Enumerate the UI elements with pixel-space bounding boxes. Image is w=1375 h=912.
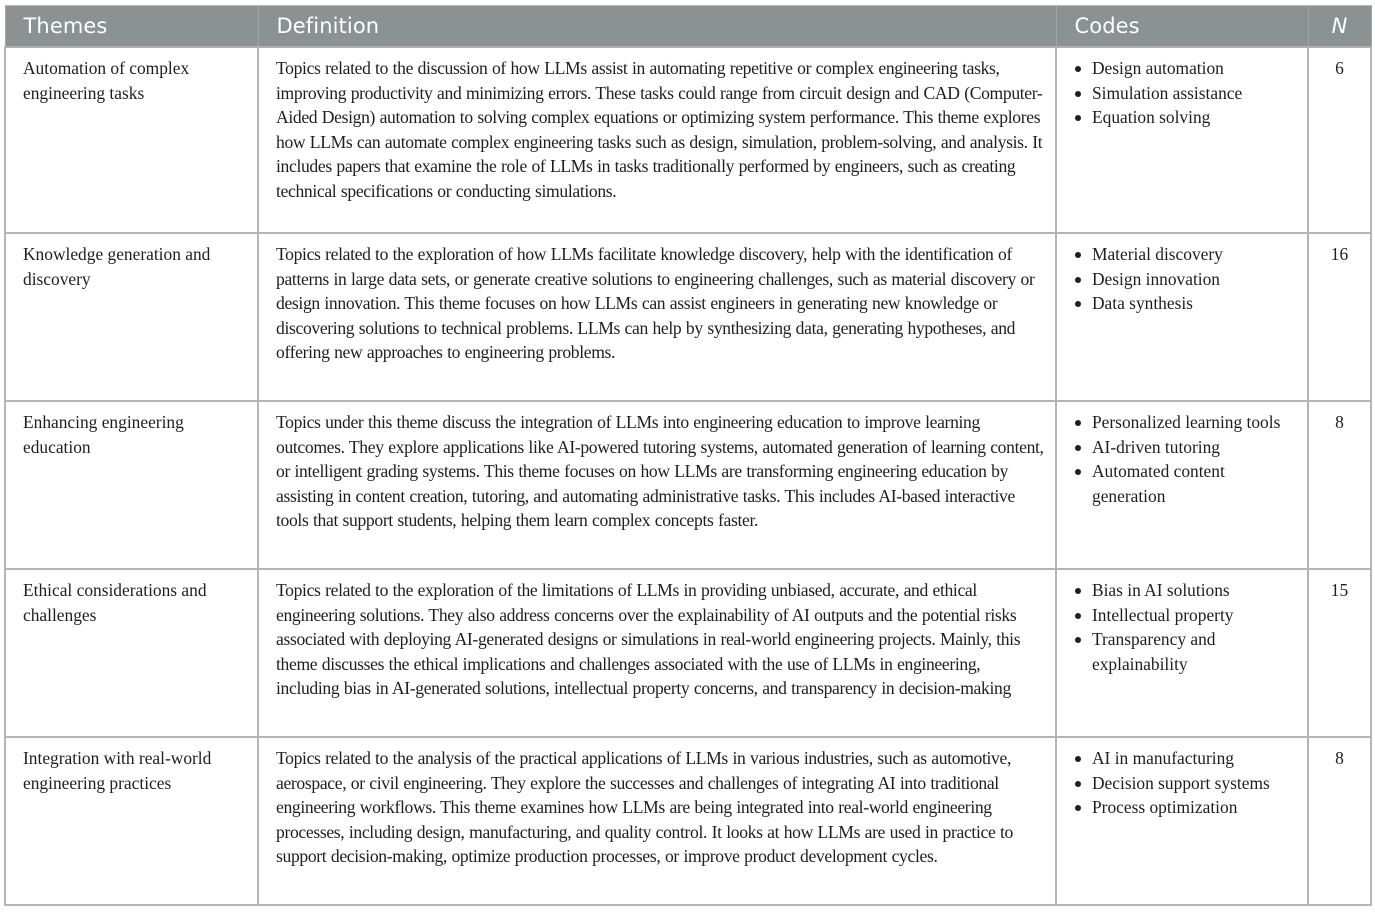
codes-list [1074, 242, 1297, 316]
code-item [1074, 291, 1297, 316]
header-definition: Definition [258, 6, 1056, 48]
code-label: Design innovation [1092, 268, 1221, 289]
bullet-icon [1075, 445, 1081, 451]
header-codes: Codes [1056, 6, 1308, 48]
codes-list [1074, 578, 1297, 676]
themes-table [4, 5, 1372, 906]
code-item [1074, 105, 1297, 130]
code-item [1074, 56, 1297, 81]
code-label: Material discovery [1092, 244, 1223, 264]
table-row [5, 737, 1371, 905]
bullet-icon [1075, 420, 1081, 426]
table-row [5, 233, 1371, 401]
code-item [1074, 627, 1297, 676]
code-label: Personalized learning tools [1092, 412, 1281, 432]
table-header [5, 6, 1371, 48]
code-item [1074, 795, 1297, 820]
codes-list [1074, 410, 1297, 508]
bullet-icon [1075, 805, 1081, 811]
theme-cell: Ethical considerations and challenges [5, 569, 258, 737]
code-label: Equation solving [1092, 107, 1211, 128]
bullet-icon [1075, 756, 1081, 762]
table-row [5, 47, 1371, 233]
code-label: Automated content generation [1092, 461, 1225, 506]
n-cell: 8 [1308, 401, 1371, 569]
code-label: AI-driven tutoring [1092, 436, 1220, 457]
header-themes: Themes [5, 6, 258, 48]
bullet-icon [1075, 613, 1081, 619]
n-cell: 15 [1308, 569, 1371, 737]
codes-cell [1056, 47, 1308, 233]
codes-cell [1056, 233, 1308, 401]
bullet-icon [1075, 588, 1081, 594]
header-row [5, 6, 1371, 48]
code-label: Data synthesis [1092, 293, 1193, 314]
bullet-icon [1075, 115, 1081, 121]
header-n: N [1308, 6, 1371, 48]
code-item [1074, 435, 1297, 460]
code-item [1074, 81, 1297, 106]
code-item [1074, 746, 1297, 771]
definition-cell: Topics related to the exploration of the limitations of LLMs in providing unbiased, accurate, and ethical engineering solutions. They also address concerns over the explainability of AI outputs and the potential risks associated with deploying AI-generated designs or simulations in real-world engineering projects. Mainly, this theme discusses the ethical implications and challenges associated with the use of LLMs in engineering, including bias in AI-generated solutions, intellectual property concerns, and transparency in decision-making [258, 569, 1056, 737]
code-label: Decision support systems [1092, 772, 1270, 793]
code-item [1074, 410, 1297, 435]
table-row [5, 401, 1371, 569]
bullet-icon [1075, 91, 1081, 97]
code-label: Intellectual property [1092, 604, 1234, 625]
theme-cell: Knowledge generation and discovery [5, 233, 258, 401]
bullet-icon [1075, 277, 1081, 283]
code-item [1074, 771, 1297, 796]
code-label: Process optimization [1092, 797, 1238, 818]
bullet-icon [1075, 781, 1081, 787]
theme-cell: Integration with real-world engineering practices [5, 737, 258, 905]
definition-cell: Topics under this theme discuss the integration of LLMs into engineering education to improve learning outcomes. They explore applications like AI-powered tutoring systems, automated generation of learning content, or intelligent grading systems. This theme focuses on how LLMs are transforming engineering education by assisting in content creation, tutoring, and automating administrative tasks. This includes AI-based interactive tools that support students, helping them learn complex concepts faster. [258, 401, 1056, 569]
bullet-icon [1075, 637, 1081, 643]
definition-cell: Topics related to the exploration of how LLMs facilitate knowledge discovery, help with the identification of patterns in large data sets, or generate creative solutions to engineering challenges, such as material discovery or design innovation. This theme focuses on how LLMs can assist engineers in generating new knowledge or discovering solutions to technical problems. LLMs can help by synthesizing data, generating hypotheses, and offering new approaches to engineering problems. [258, 233, 1056, 401]
code-item [1074, 267, 1297, 292]
codes-cell [1056, 401, 1308, 569]
bullet-icon [1075, 252, 1081, 258]
code-label: Design automation [1092, 58, 1224, 78]
n-cell: 16 [1308, 233, 1371, 401]
codes-cell [1056, 737, 1308, 905]
definition-cell: Topics related to the discussion of how LLMs assist in automating repetitive or complex engineering tasks, improving productivity and minimizing errors. These tasks could range from circuit design and CAD (Computer-Aided Design) automation to solving complex equations or optimizing system performance. This theme explores how LLMs can automate complex engineering tasks such as design, simulation, problem-solving, and analysis. It includes papers that examine the role of LLMs in tasks traditionally performed by engineers, such as creating technical specifications or conducting simulations. [258, 47, 1056, 233]
bullet-icon [1075, 469, 1081, 475]
bullet-icon [1075, 301, 1081, 307]
codes-list [1074, 56, 1297, 130]
bullet-icon [1075, 66, 1081, 72]
n-cell: 8 [1308, 737, 1371, 905]
code-item [1074, 242, 1297, 267]
code-item [1074, 459, 1297, 508]
n-cell: 6 [1308, 47, 1371, 233]
theme-cell: Enhancing engineering education [5, 401, 258, 569]
code-label: Bias in AI solutions [1092, 580, 1230, 600]
theme-cell: Automation of complex engineering tasks [5, 47, 258, 233]
table-body [5, 47, 1371, 905]
code-item [1074, 578, 1297, 603]
codes-cell [1056, 569, 1308, 737]
codes-list [1074, 746, 1297, 820]
table-row [5, 569, 1371, 737]
code-label: AI in manufacturing [1092, 748, 1234, 768]
code-item [1074, 603, 1297, 628]
code-label: Transparency and explainability [1092, 629, 1216, 674]
code-label: Simulation assistance [1092, 82, 1243, 103]
definition-cell: Topics related to the analysis of the practical applications of LLMs in various industries, such as automotive, aerospace, or civil engineering. They explore the successes and challenges of integrating AI into traditional engineering workflows. This theme examines how LLMs are being integrated into real-world engineering processes, including design, manufacturing, and quality control. It looks at how LLMs are used in practice to support decision-making, optimize production processes, or improve product development cycles. [258, 737, 1056, 905]
